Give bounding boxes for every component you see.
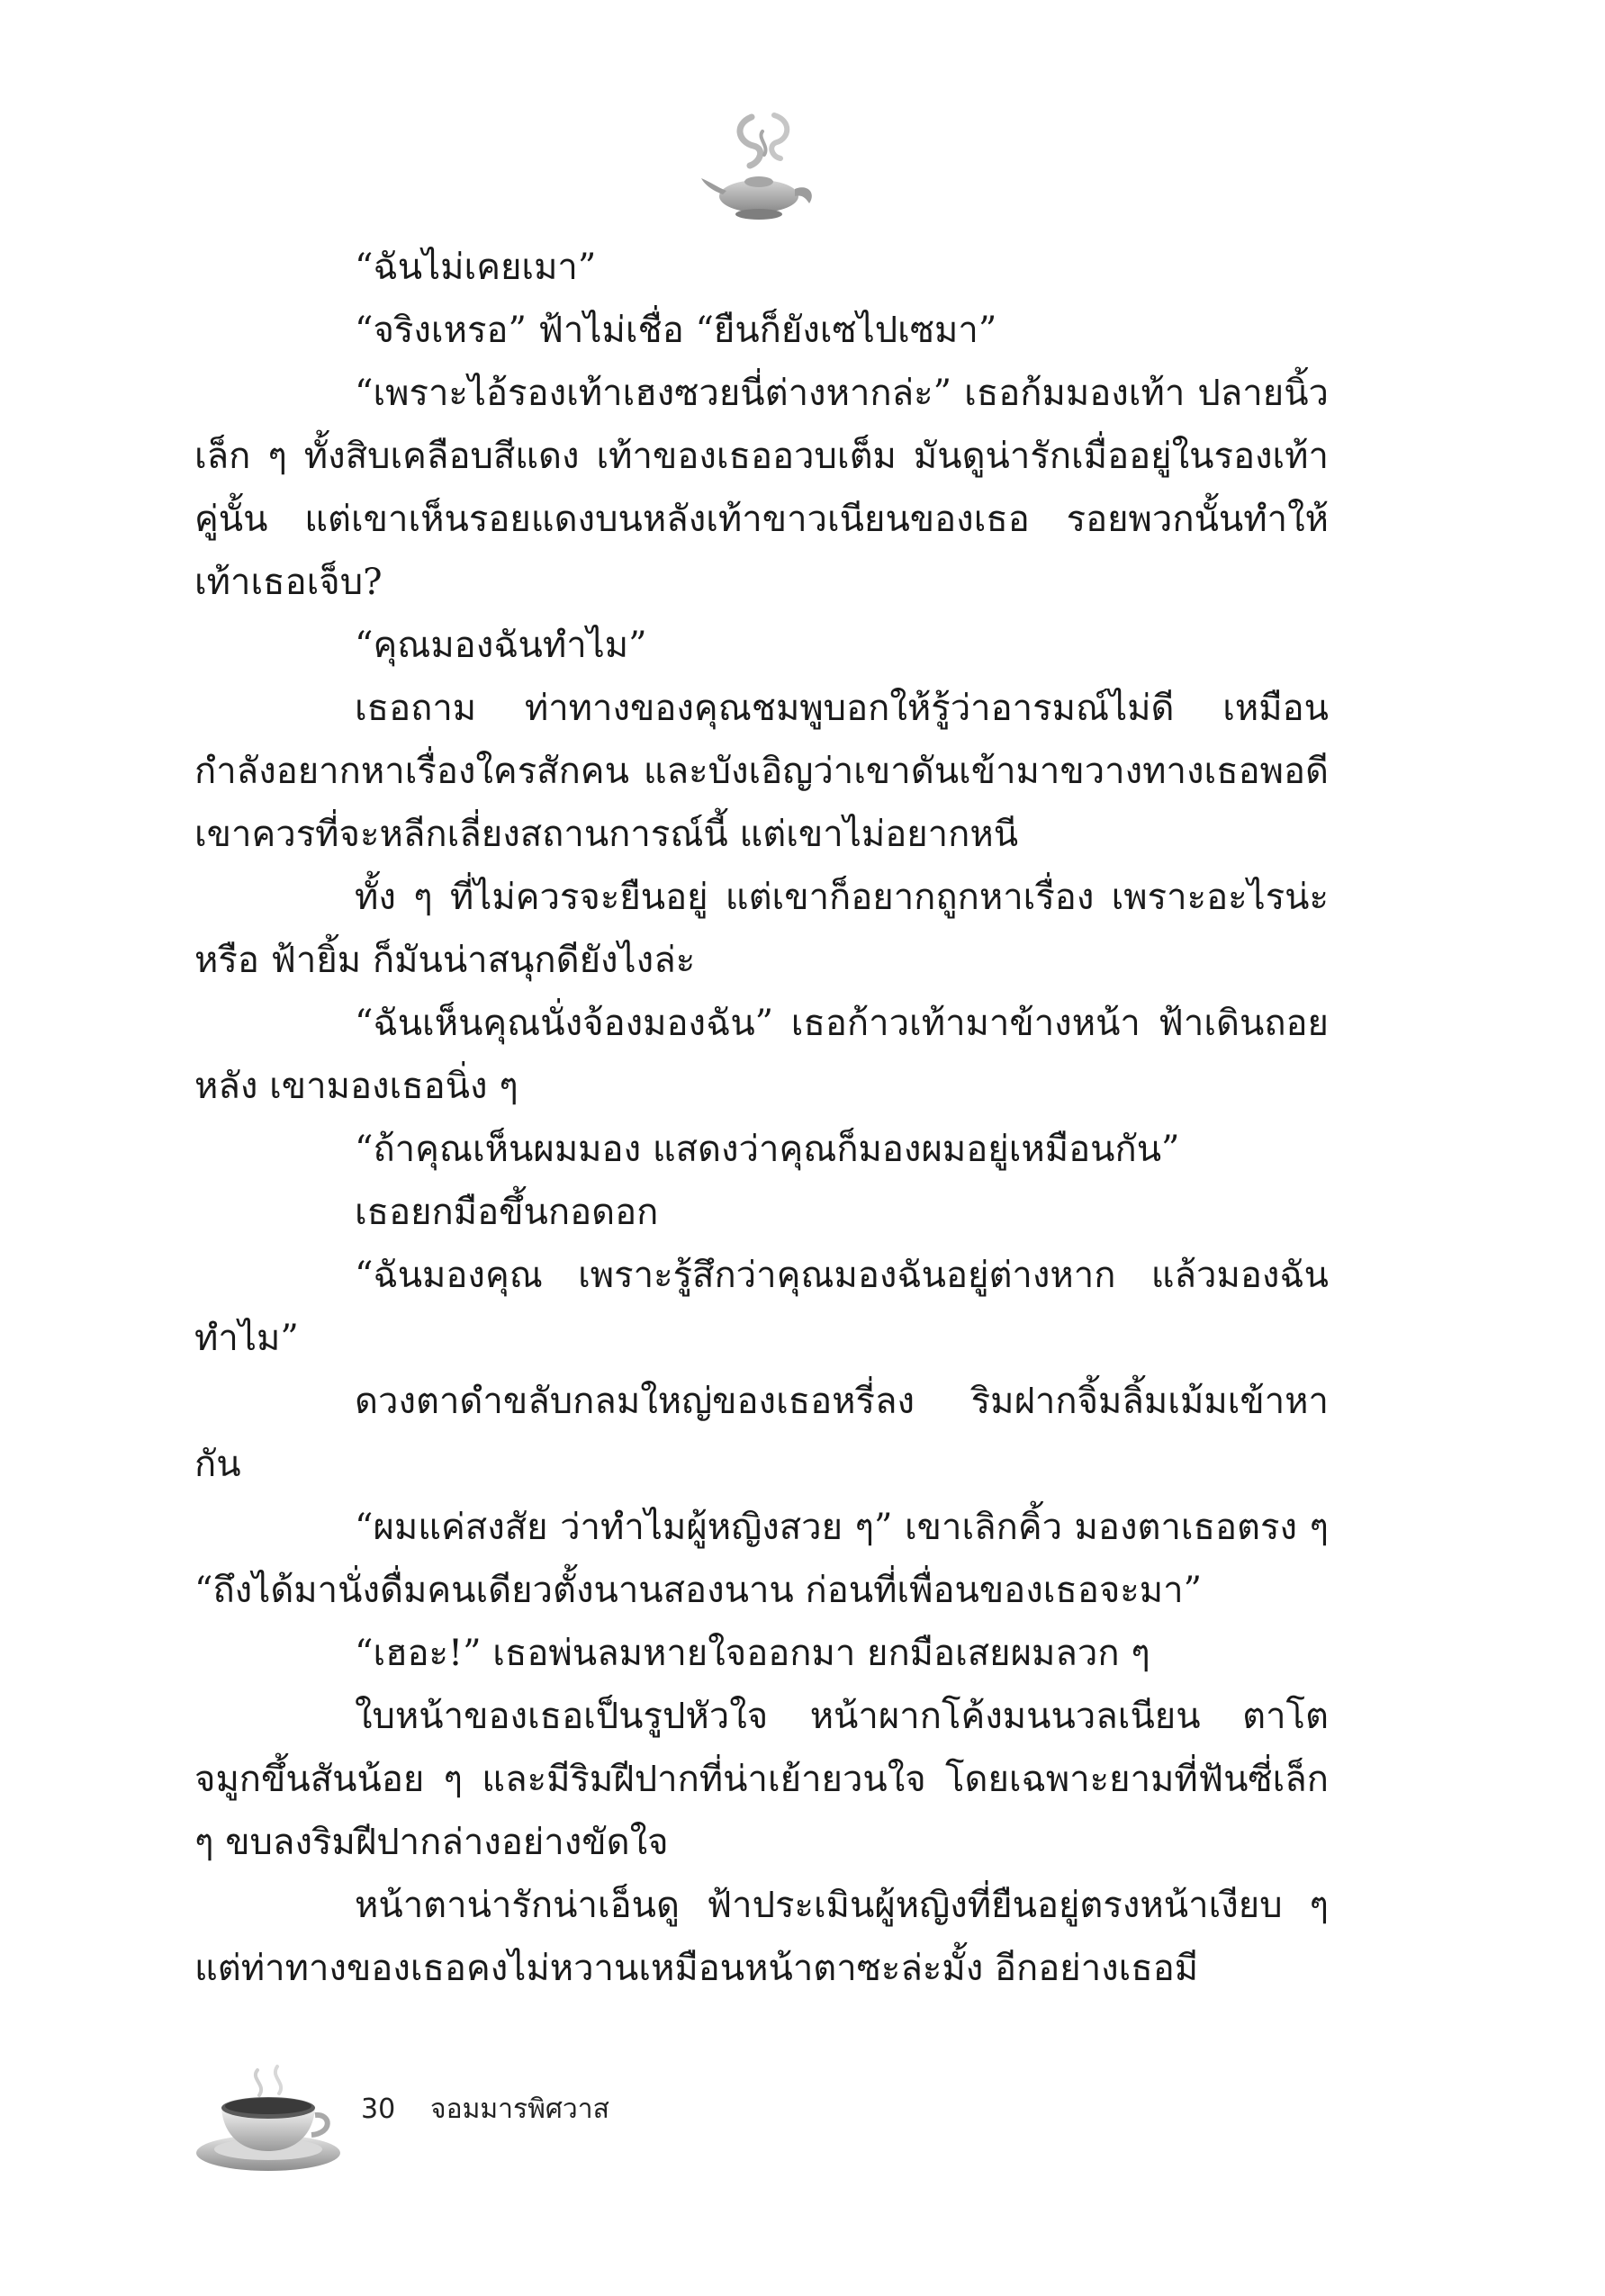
paragraph: “คุณมองฉันทำไม” (355, 625, 647, 666)
paragraph: หน้าตาน่ารักน่าเอ็นดู ฟ้าประเมินผู้หญิงที่ยืนอยู่ตรงหน้าเงียบ ๆแต่ท่าทางของเธอคงไม่หวานเหมือนหน้าตาซะล่ะมั้ง อีกอย่างเธอมี (194, 1885, 1329, 1989)
page-footer (194, 2052, 825, 2178)
paragraph: ทั้ง ๆ ที่ไม่ควรจะยืนอยู่ แต่เขาก็อยากถูกหาเรื่อง เพราะอะไรน่ะหรือ ฟ้ายิ้ม ก็มันน่าสนุกดียังไงล่ะ (194, 877, 1329, 981)
paragraph: เธอยกมือขึ้นกอดอก (355, 1192, 659, 1233)
paragraph: “ถ้าคุณเห็นผมมอง แสดงว่าคุณก็มองผมอยู่เหมือนกัน” (355, 1129, 1180, 1170)
paragraph: ใบหน้าของเธอเป็นรูปหัวใจ หน้าผากโค้งมนนวลเนียน ตาโตจมูกขึ้นสันน้อย ๆ และมีริมฝีปากที่น่าเย้ายวนใจ โดยเฉพาะยามที่ฟันซี่เล็ก ๆ ขบลงริมฝีปากล่างอย่างขัดใจ (194, 1696, 1329, 1863)
book-title: จอมมารพิศวาส (430, 2093, 609, 2125)
paragraph: ดวงตาดำขลับกลมใหญ่ของเธอหรี่ลง ริมฝากจิ้มลิ้มเม้มเข้าหากัน (194, 1381, 1329, 1485)
paragraph: “ฉันมองคุณ เพราะรู้สึกว่าคุณมองฉันอยู่ต่างหาก แล้วมองฉันทำไม” (194, 1255, 1329, 1359)
genie-lamp-icon (698, 106, 824, 232)
body-text (194, 236, 1329, 2000)
paragraph: “จริงเหรอ” ฟ้าไม่เชื่อ “ยืนก็ยังเซไปเซมา” (355, 310, 997, 351)
page-number: 30 (361, 2093, 396, 2125)
paragraph: “เพราะไอ้รองเท้าเฮงซวยนี่ต่างหากล่ะ” เธอก้มมองเท้า ปลายนิ้วเล็ก ๆ ทั้งสิบเคลือบสีแดง เท้าของเธออวบเต็ม มันดูน่ารักเมื่ออยู่ในรองเท้าคู่นั้น แต่เขาเห็นรอยแดงบนหลังเท้าขาวเนียนของเธอ รอยพวกนั้นทำให้เท้าเธอเจ็บ? (194, 373, 1329, 603)
coffee-cup-icon (194, 2052, 347, 2178)
paragraph: “เฮอะ!” เธอพ่นลมหายใจออกมา ยกมือเสยผมลวก ๆ (355, 1633, 1150, 1674)
paragraph: เธอถาม ท่าทางของคุณชมพูบอกให้รู้ว่าอารมณ์ไม่ดี เหมือนกำลังอยากหาเรื่องใครสักคน และบังเอิญว่าเขาดันเข้ามาขวางทางเธอพอดี เขาควรที่จะหลีกเลี่ยงสถานการณ์นี้ แต่เขาไม่อยากหนี (194, 688, 1329, 855)
paragraph: “ฉันไม่เคยเมา” (355, 247, 597, 288)
paragraph: “ผมแค่สงสัย ว่าทำไมผู้หญิงสวย ๆ” เขาเลิกคิ้ว มองตาเธอตรง ๆ “ถึงได้มานั่งดื่มคนเดียวตั้งนานสองนาน ก่อนที่เพื่อนของเธอจะมา” (194, 1507, 1329, 1611)
paragraph: “ฉันเห็นคุณนั่งจ้องมองฉัน” เธอก้าวเท้ามาข้างหน้า ฟ้าเดินถอยหลัง เขามองเธอนิ่ง ๆ (194, 1003, 1329, 1107)
